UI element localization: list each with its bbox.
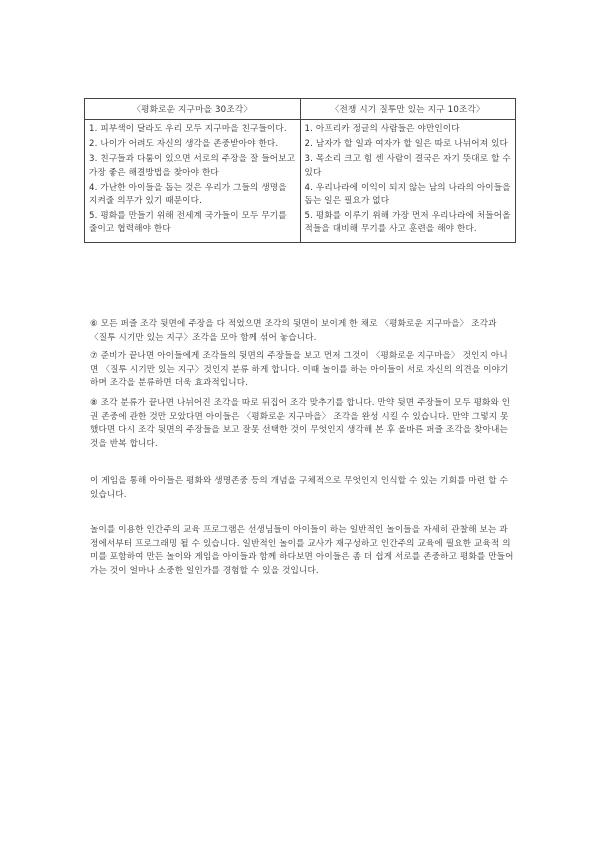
table-header-peaceful: 〈평화로운 지구마을 30조각〉 (85, 99, 301, 120)
peaceful-item: 4. 가난한 아이들을 돕는 것은 우리가 그들의 생명을 지켜줄 의무가 있기 때문이다. (89, 182, 287, 207)
peaceful-list-cell (85, 120, 301, 243)
peaceful-item: 5. 평화를 만들기 위해 전세계 국가들이 모두 무기를 줄이고 협력해야 한다 (89, 211, 287, 235)
comparison-table (84, 98, 516, 243)
conclusion-paragraph: 놀이를 이용한 인간주의 교육 프로그램은 선생님들이 아이들이 하는 일반적인 놀이들을 자세히 관찰해 보는 과정에서부터 프로그래밍 될 수 있습니다. 일반적인 놀이를 교사가 재구성하고 인간주의 교육에 필요한 교육적 의미를 포함하여 만든 놀이와 게임을 아이들과 함께 하다보면 아이들은 좀 더 쉽게 서로를 존중하고 평화를 만들어가는 것이 얼마나 소중한 일인가를 경험할 수 있을 것입니다. (90, 525, 514, 576)
table-row (85, 120, 516, 243)
step-7-paragraph: ⑦ 준비가 끝나면 아이들에게 조각들의 뒷면의 주장들을 보고 먼저 그것이 〈평화로운 지구마을〉 것인지 아니면 〈질투 시기만 있는 지구〉것인지 분류 하게 합니다. 이때 놀이를 하는 아이들이 서로 자신의 의견을 이야기 하며 조각을 분류하면 더욱 효과적입니다. (90, 351, 509, 389)
step-6-paragraph: ⑥ 모든 퍼즐 조각 뒷면에 주장을 다 적었으면 조각의 뒷면이 보이게 한 채로 〈평화로운 지구마을〉 조각과 〈질투 시기만 있는 지구〉조각을 모아 함께 섞어 놓습니다. (90, 319, 497, 343)
table-header-row (85, 99, 516, 120)
peaceful-item: 1. 피부색이 달라도 우리 모두 지구마을 친구들이다. (89, 124, 287, 134)
war-item: 3. 목소리 크고 힘 센 사람이 결국은 자기 뜻대로 할 수 있다 (304, 154, 511, 178)
war-list-cell (300, 120, 516, 243)
game-summary-paragraph: 이 게임을 통해 아이들은 평화와 생명존중 등의 개념을 구체적으로 무엇인지 인식할 수 있는 기회를 마련 할 수 있습니다. (90, 476, 508, 500)
peaceful-item: 3. 친구들과 다툼이 있으면 서로의 주장을 잘 들어보고 가장 좋은 해결방법을 찾아야 한다 (89, 154, 296, 178)
war-item: 2. 남자가 할 일과 여자가 할 일은 따로 나뉘어져 있다 (304, 139, 508, 150)
peaceful-item: 2. 나이가 어려도 자신의 생각을 존중받아야 한다. (89, 139, 279, 150)
war-item: 1. 아프리카 정글의 사람들은 야만인이다 (304, 124, 460, 134)
war-item: 4. 우리나라에 이익이 되지 않는 남의 나라의 아이들을 돕는 일은 필요가 없다 (304, 182, 511, 207)
step-8-paragraph: ⑧ 조각 분류가 끝나면 나뉘어진 조각을 따로 뒤집어 조각 맞추기를 합니다. 만약 뒷면 주장들이 모두 평화와 인권 존중에 관한 것만 모았다면 아이들은 〈평화로운 지구마을〉 조각을 완성 시킬 수 있습니다. 만약 그렇지 못했다면 다시 조각 뒷면의 주장들을 보고 잘못 선택한 것이 무엇인지 생각해 본 후 올바른 퍼즐 조각을 찾아내는 것을 반복 합니다. (90, 398, 511, 449)
war-item: 5. 평화를 이루기 위해 가장 먼저 우리나라에 처들어올 적들을 대비해 무기를 사고 훈련을 해야 한다. (304, 211, 511, 235)
table-header-war: 〈전쟁 시기 질투만 있는 지구 10조각〉 (300, 99, 516, 120)
